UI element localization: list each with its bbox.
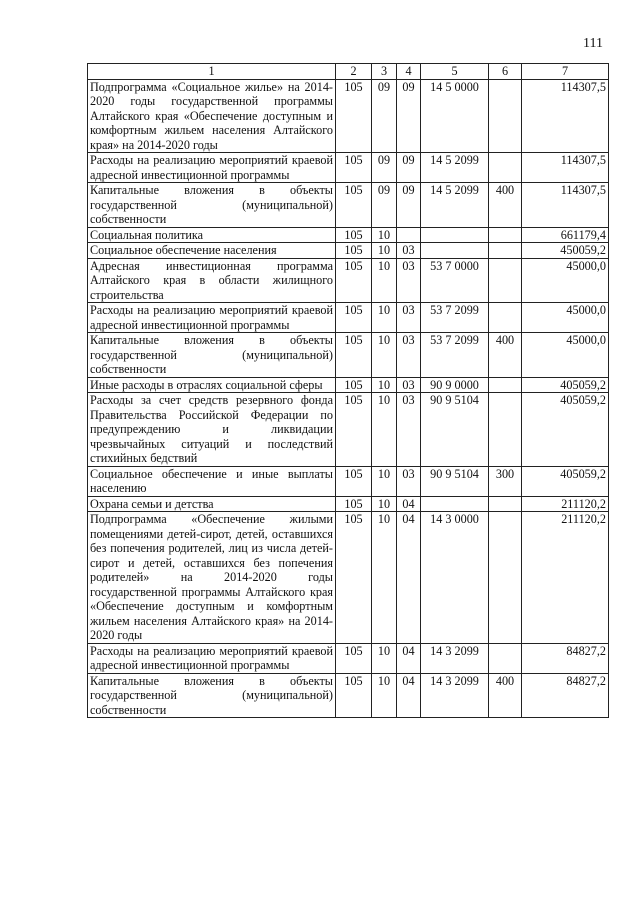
target-article-code: 14 5 0000 bbox=[421, 79, 489, 153]
target-article-code: 90 9 0000 bbox=[421, 377, 489, 393]
expense-type-code bbox=[489, 227, 522, 243]
admin-code: 105 bbox=[336, 673, 372, 718]
item-name: Капитальные вложения в объекты государственной (муниципальной) собственности bbox=[88, 333, 336, 378]
amount: 211120,2 bbox=[522, 512, 609, 644]
subsection-code: 04 bbox=[397, 496, 421, 512]
expense-type-code bbox=[489, 496, 522, 512]
item-name: Капитальные вложения в объекты государственной (муниципальной) собственности bbox=[88, 673, 336, 718]
item-name: Расходы на реализацию мероприятий краевой адресной инвестиционной программы bbox=[88, 153, 336, 183]
expense-type-code bbox=[489, 258, 522, 303]
admin-code: 105 bbox=[336, 512, 372, 644]
expense-type-code bbox=[489, 512, 522, 644]
column-header: 1 bbox=[88, 64, 336, 80]
admin-code: 105 bbox=[336, 333, 372, 378]
column-header: 4 bbox=[397, 64, 421, 80]
subsection-code: 03 bbox=[397, 303, 421, 333]
section-code: 10 bbox=[372, 393, 397, 467]
subsection-code: 04 bbox=[397, 673, 421, 718]
expense-type-code bbox=[489, 79, 522, 153]
section-code: 10 bbox=[372, 673, 397, 718]
item-name: Подпрограмма «Социальное жилье» на 2014-2020 годы государственной программы Алтайского края «Обеспечение доступным и комфортным жильем населения Алтайского края» на 2014-2020 годы bbox=[88, 79, 336, 153]
target-article-code: 14 3 0000 bbox=[421, 512, 489, 644]
target-article-code bbox=[421, 496, 489, 512]
column-header: 6 bbox=[489, 64, 522, 80]
table-row bbox=[88, 243, 609, 259]
item-name: Социальное обеспечение населения bbox=[88, 243, 336, 259]
item-name: Расходы за счет средств резервного фонда Правительства Российской Федерации по предупреждению и ликвидации чрезвычайных ситуаций и последствий стихийных бедствий bbox=[88, 393, 336, 467]
target-article-code bbox=[421, 227, 489, 243]
admin-code: 105 bbox=[336, 227, 372, 243]
admin-code: 105 bbox=[336, 466, 372, 496]
item-name: Подпрограмма «Обеспечение жилыми помещениями детей-сирот, детей, оставшихся без попечения родителей, лиц из числа детей-сирот и детей, оставшихся без попечения родителей» на 2014-2020 годы государственной программы Алтайского края «Обеспечение доступным и комфортным жильем населения Алтайского края» на 2014-2020 годы bbox=[88, 512, 336, 644]
subsection-code: 03 bbox=[397, 258, 421, 303]
amount: 114307,5 bbox=[522, 153, 609, 183]
subsection-code: 09 bbox=[397, 153, 421, 183]
column-header: 5 bbox=[421, 64, 489, 80]
amount: 114307,5 bbox=[522, 79, 609, 153]
amount: 450059,2 bbox=[522, 243, 609, 259]
table-row bbox=[88, 466, 609, 496]
subsection-code: 03 bbox=[397, 333, 421, 378]
amount: 45000,0 bbox=[522, 333, 609, 378]
target-article-code bbox=[421, 243, 489, 259]
section-code: 10 bbox=[372, 496, 397, 512]
table-row bbox=[88, 153, 609, 183]
section-code: 10 bbox=[372, 258, 397, 303]
section-code: 10 bbox=[372, 227, 397, 243]
amount: 114307,5 bbox=[522, 183, 609, 228]
table-row bbox=[88, 643, 609, 673]
amount: 405059,2 bbox=[522, 377, 609, 393]
amount: 45000,0 bbox=[522, 258, 609, 303]
table-row bbox=[88, 673, 609, 718]
section-code: 09 bbox=[372, 183, 397, 228]
target-article-code: 14 3 2099 bbox=[421, 673, 489, 718]
expense-type-code: 400 bbox=[489, 183, 522, 228]
amount: 405059,2 bbox=[522, 466, 609, 496]
subsection-code: 04 bbox=[397, 512, 421, 644]
subsection-code: 09 bbox=[397, 183, 421, 228]
header-row bbox=[88, 64, 609, 80]
table-row bbox=[88, 393, 609, 467]
amount: 84827,2 bbox=[522, 643, 609, 673]
subsection-code: 03 bbox=[397, 243, 421, 259]
target-article-code: 53 7 2099 bbox=[421, 333, 489, 378]
table-row bbox=[88, 79, 609, 153]
expense-type-code bbox=[489, 153, 522, 183]
target-article-code: 90 9 5104 bbox=[421, 393, 489, 467]
table-row bbox=[88, 377, 609, 393]
admin-code: 105 bbox=[336, 183, 372, 228]
amount: 45000,0 bbox=[522, 303, 609, 333]
admin-code: 105 bbox=[336, 258, 372, 303]
expense-type-code bbox=[489, 393, 522, 467]
subsection-code: 03 bbox=[397, 393, 421, 467]
amount: 405059,2 bbox=[522, 393, 609, 467]
section-code: 10 bbox=[372, 512, 397, 644]
page-number: 111 bbox=[583, 36, 603, 51]
item-name: Социальное обеспечение и иные выплаты населению bbox=[88, 466, 336, 496]
table-row bbox=[88, 496, 609, 512]
target-article-code: 90 9 5104 bbox=[421, 466, 489, 496]
expense-type-code bbox=[489, 303, 522, 333]
target-article-code: 53 7 2099 bbox=[421, 303, 489, 333]
target-article-code: 14 3 2099 bbox=[421, 643, 489, 673]
subsection-code: 03 bbox=[397, 466, 421, 496]
expense-type-code bbox=[489, 243, 522, 259]
section-code: 10 bbox=[372, 243, 397, 259]
admin-code: 105 bbox=[336, 393, 372, 467]
section-code: 10 bbox=[372, 303, 397, 333]
table-row bbox=[88, 258, 609, 303]
amount: 661179,4 bbox=[522, 227, 609, 243]
item-name: Расходы на реализацию мероприятий краевой адресной инвестиционной программы bbox=[88, 643, 336, 673]
subsection-code: 04 bbox=[397, 643, 421, 673]
subsection-code: 09 bbox=[397, 79, 421, 153]
item-name: Капитальные вложения в объекты государственной (муниципальной) собственности bbox=[88, 183, 336, 228]
budget-table bbox=[87, 63, 609, 718]
subsection-code: 03 bbox=[397, 377, 421, 393]
item-name: Адресная инвестиционная программа Алтайского края в области жилищного строительства bbox=[88, 258, 336, 303]
table-row bbox=[88, 333, 609, 378]
expense-type-code: 400 bbox=[489, 673, 522, 718]
expense-type-code bbox=[489, 377, 522, 393]
table-row bbox=[88, 183, 609, 228]
admin-code: 105 bbox=[336, 153, 372, 183]
item-name: Расходы на реализацию мероприятий краевой адресной инвестиционной программы bbox=[88, 303, 336, 333]
table-row bbox=[88, 303, 609, 333]
table-row bbox=[88, 227, 609, 243]
column-header: 2 bbox=[336, 64, 372, 80]
expense-type-code: 300 bbox=[489, 466, 522, 496]
admin-code: 105 bbox=[336, 303, 372, 333]
admin-code: 105 bbox=[336, 377, 372, 393]
subsection-code bbox=[397, 227, 421, 243]
target-article-code: 53 7 0000 bbox=[421, 258, 489, 303]
admin-code: 105 bbox=[336, 643, 372, 673]
admin-code: 105 bbox=[336, 79, 372, 153]
item-name: Иные расходы в отраслях социальной сферы bbox=[88, 377, 336, 393]
item-name: Социальная политика bbox=[88, 227, 336, 243]
section-code: 10 bbox=[372, 333, 397, 378]
expense-type-code: 400 bbox=[489, 333, 522, 378]
section-code: 10 bbox=[372, 466, 397, 496]
table-row bbox=[88, 512, 609, 644]
section-code: 10 bbox=[372, 377, 397, 393]
amount: 211120,2 bbox=[522, 496, 609, 512]
item-name: Охрана семьи и детства bbox=[88, 496, 336, 512]
target-article-code: 14 5 2099 bbox=[421, 153, 489, 183]
amount: 84827,2 bbox=[522, 673, 609, 718]
column-header: 7 bbox=[522, 64, 609, 80]
admin-code: 105 bbox=[336, 243, 372, 259]
expense-type-code bbox=[489, 643, 522, 673]
column-header: 3 bbox=[372, 64, 397, 80]
admin-code: 105 bbox=[336, 496, 372, 512]
section-code: 10 bbox=[372, 643, 397, 673]
target-article-code: 14 5 2099 bbox=[421, 183, 489, 228]
section-code: 09 bbox=[372, 153, 397, 183]
section-code: 09 bbox=[372, 79, 397, 153]
